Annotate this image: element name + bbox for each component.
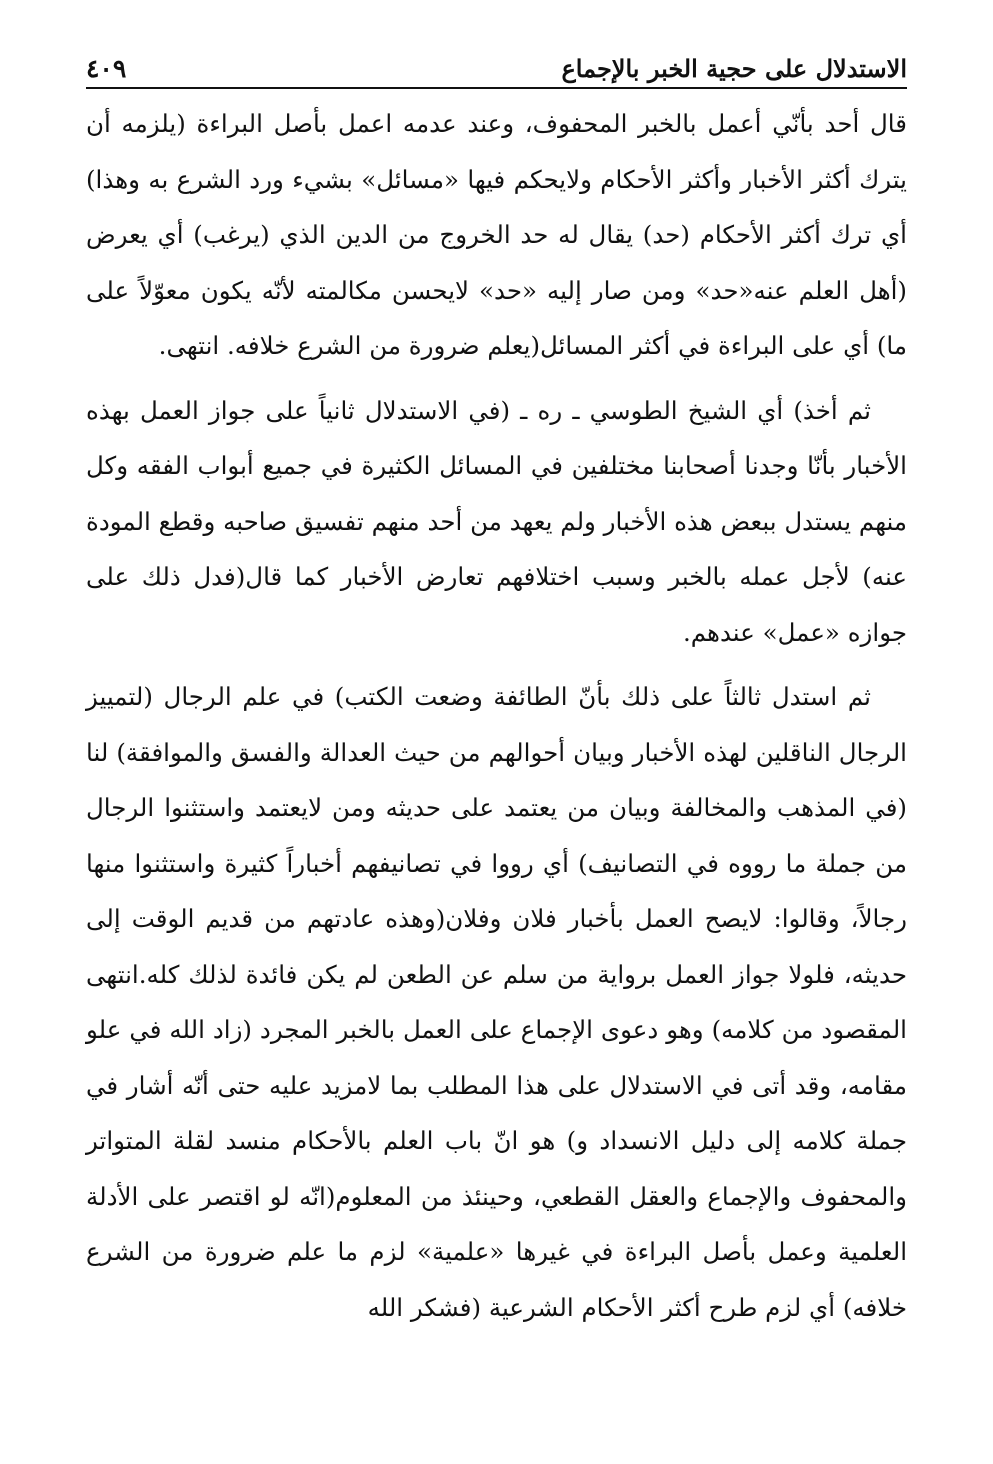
running-title: الاستدلال على حجية الخبر بالإجماع: [561, 54, 907, 84]
paragraph: قال أحد بأنّي أعمل بالخبر المحفوف، وعند عدمه اعمل بأصل البراءة (يلزمه أن يترك أكثر الأخبار وأكثر الأحكام ولايحكم فيها «مسائل» بشيء ورد الشرع به وهذا) أي ترك أكثر الأحكام (حد) يقال له حد الخروج من الدين الذي (يرغب) أي يعرض (أهل العلم عنه«حد» ومن صار إليه «حد» لايحسن مكالمته لأنّه يكون معوّلاً على ما) أي على البراءة في أكثر المسائل(يعلم ضرورة من الشرع خلافه. انتهى.: [86, 109, 907, 360]
body-text: [86, 96, 907, 1335]
header-divider: [86, 87, 907, 89]
page-number: ٤٠٩: [86, 54, 127, 83]
paragraph: ثم أخذ) أي الشيخ الطوسي ـ ره ـ (في الاستدلال ثانياً على جواز العمل بهذه الأخبار بأنّا وجدنا أصحابنا مختلفين في المسائل الكثيرة في جميع أبواب الفقه وكل منهم يستدل ببعض هذه الأخبار ولم يعهد من أحد منهم تفسيق صاحبه وقطع المودة عنه) لأجل عمله بالخبر وسبب اختلافهم تعارض الأخبار كما قال(فدل ذلك على جوازه «عمل» عندهم.: [86, 395, 907, 647]
page-header: [86, 40, 907, 84]
paragraph: ثم استدل ثالثاً على ذلك بأنّ الطائفة وضعت الكتب) في علم الرجال (لتمييز الرجال الناقلين لهذه الأخبار وبيان أحوالهم من حيث العدالة والفسق والموافقة) لنا (في المذهب والمخالفة وبيان من يعتمد على حديثه ومن لايعتمد واستثنوا الرجال من جملة ما رووه في التصانيف) أي رووا في تصانيفهم أخباراً كثيرة واستثنوا منها رجالاً، وقالوا: لايصح العمل بأخبار فلان وفلان(وهذه عادتهم من قديم الوقت إلى حديثه، فلولا جواز العمل برواية من سلم عن الطعن لم يكن فائدة لذلك كله.انتهى المقصود من كلامه) وهو دعوى الإجماع على العمل بالخبر المجرد (زاد الله في علو مقامه، وقد أتى في الاستدلال على هذا المطلب بما لامزيد عليه حتى أنّه أشار في جملة كلامه إلى دليل الانسداد و) هو انّ باب العلم بالأحكام منسد لقلة المتواتر والمحفوف والإجماع والعقل القطعي، وحينئذ من المعلوم(انّه لو اقتصر على الأدلة العلمية وعمل بأصل البراءة في غيرها «علمية» لزم ما علم ضرورة من الشرع خلافه) أي لزم طرح أكثر الأحكام الشرعية (فشكر الله: [86, 682, 907, 1322]
